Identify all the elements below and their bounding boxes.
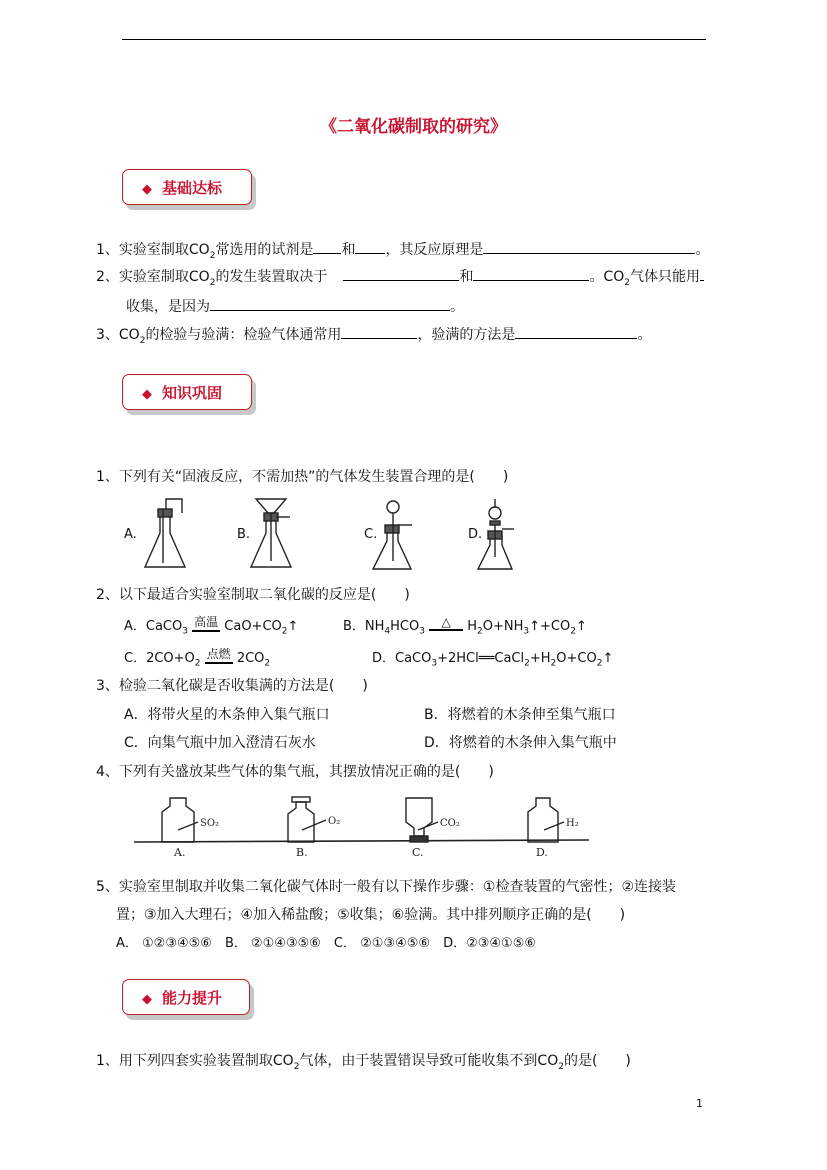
- q4-opt-a: A.: [174, 846, 186, 859]
- q4-label-co2: CO₂: [440, 818, 460, 829]
- section-consolidate-label: 知识巩固: [162, 384, 223, 402]
- diamond-icon: ◆: [142, 182, 152, 197]
- section-basic-label: 基础达标: [162, 179, 223, 197]
- basic-q3: 3、$CO_2$的检验与验满：检验气体通常用 ，验满的方法是 。: [96, 327, 652, 346]
- cons-q4: 4、下列有关盛放某些气体的集气瓶，其摆放情况正确的是( ): [96, 764, 494, 780]
- q3-opt-a: A．将带火星的木条伸入集气瓶口: [124, 707, 330, 723]
- diamond-icon: ◆: [142, 992, 152, 1007]
- diamond-icon: ◆: [142, 387, 152, 402]
- section-ability-label: 能力提升: [162, 989, 223, 1007]
- page-title: 《二氧化碳制取的研究》: [320, 117, 507, 137]
- basic-q1: 1、实验室制取$CO_2$常选用的试剂是 和 ，其反应原理是 。: [96, 242, 710, 261]
- q1-apparatus-figure: [140, 495, 540, 575]
- section-ability: [122, 979, 250, 1013]
- page-number: 1: [696, 1097, 703, 1110]
- header-rule: [122, 39, 706, 40]
- ability-q1: 1、用下列四套实验装置制取$CO_2$气体，由于装置错误导致可能收集不到$CO_2$的是( ): [96, 1053, 631, 1072]
- q3-opt-b: B．将燃着的木条伸至集气瓶口: [424, 707, 616, 723]
- q4-bottles-figure: [134, 790, 594, 862]
- q2-opt-d: D．$CaCO_3+2HCl══CaCl_2+H_2O+CO_2↑$: [372, 651, 614, 669]
- q3-opt-c: C．向集气瓶中加入澄清石灰水: [124, 735, 316, 751]
- q2-opt-b: B．$NH_4HCO_3$ △ $H_2O+NH_3↑+CO_2↑$: [343, 615, 587, 637]
- q4-opt-b: B.: [296, 846, 308, 859]
- section-basic: [122, 169, 252, 203]
- cons-q5-line2: 置；③加入大理石；④加入稀盐酸；⑤收集；⑥验满。其中排列顺序正确的是( ): [116, 907, 626, 923]
- q1-opt-c-label: C.: [364, 527, 378, 542]
- q4-opt-c: C.: [412, 846, 424, 859]
- cons-q1: 1、下列有关“固液反应，不需加热”的气体发生装置合理的是( ): [96, 469, 509, 485]
- basic-q2b: 收集，是因为 。: [126, 299, 464, 315]
- basic-q2: 2、实验室制取$CO_2$的发生装置取决于 和 。$CO_2$气体只能用: [96, 266, 704, 288]
- q4-label-h2: H₂: [566, 818, 579, 829]
- q1-opt-a-label: A.: [124, 527, 137, 542]
- section-consolidate: [122, 374, 252, 408]
- q3-opt-d: D．将燃着的木条伸入集气瓶中: [424, 735, 617, 751]
- cons-q5-line1: 5、实验室里制取并收集二氧化碳气体时一般有以下操作步骤：①检查装置的气密性；②连接装: [96, 879, 677, 895]
- q1-opt-d-label: D.: [468, 527, 483, 542]
- q4-opt-d: D.: [536, 846, 548, 859]
- cons-q5-options: A． ①②③④⑤⑥ B． ②①④③⑤⑥ C． ②①③④⑤⑥ D．②③④①⑤⑥: [116, 936, 536, 951]
- cons-q3: 3、检验二氧化碳是否收集满的方法是( ): [96, 678, 368, 694]
- q2-opt-a: A．CaCO$_3$ 高温 $CaO+CO_2↑$: [124, 615, 299, 637]
- q2-opt-c: C．$2CO+O_2$ 点燃 $2CO_2$: [124, 647, 271, 669]
- q4-label-o2: O₂: [328, 816, 341, 827]
- cons-q2: 2、以下最适合实验室制取二氧化碳的反应是( ): [96, 587, 410, 603]
- q4-label-so2: SO₂: [200, 818, 220, 829]
- q1-opt-b-label: B.: [237, 527, 251, 542]
